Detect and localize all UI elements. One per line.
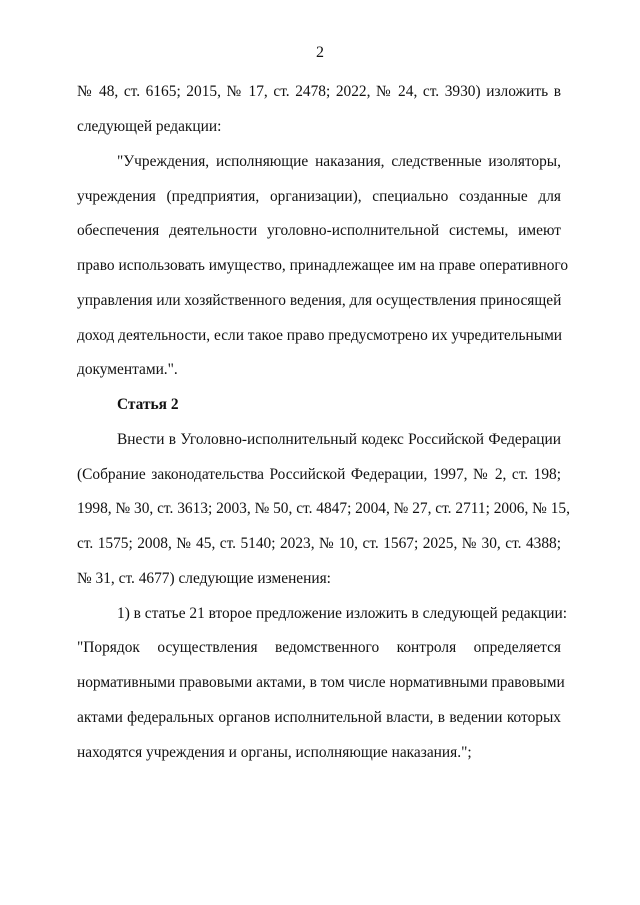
text-line: следующей редакции: (77, 118, 222, 135)
page-number: 2 (316, 44, 324, 61)
text-line: 1) в статье 21 второе предложение изложить в следующей редакции: (117, 605, 568, 622)
text-line: нормативными правовыми актами, в том числе нормативными правовыми (77, 674, 565, 691)
text-line: ст. 1575; 2008, № 45, ст. 5140; 2023, № 10, ст. 1567; 2025, № 30, ст. 4388; (77, 535, 561, 552)
text-line: доход деятельности, если такое право предусмотрено их учредительными (77, 327, 563, 344)
text-line: документами.". (77, 361, 178, 378)
text-line: актами федеральных органов исполнительной власти, в ведении которых (77, 709, 561, 726)
text-line: право использовать имущество, принадлежащее им на праве оперативного (77, 257, 569, 274)
text-line: № 31, ст. 4677) следующие изменения: (77, 570, 331, 587)
text-line: 1998, № 30, ст. 3613; 2003, № 50, ст. 4847; 2004, № 27, ст. 2711; 2006, № 15, (77, 500, 570, 517)
text-line: учреждения (предприятия, организации), специально созданные для (77, 188, 561, 205)
document-body (77, 0, 570, 905)
text-line: находятся учреждения и органы, исполняющие наказания."; (77, 744, 472, 761)
text-line: обеспечения деятельности уголовно-исполнительной системы, имеют (77, 222, 561, 239)
text-line: № 48, ст. 6165; 2015, № 17, ст. 2478; 2022, № 24, ст. 3930) изложить в (77, 83, 561, 100)
text-line: "Порядок осуществления ведомственного контроля определяется (77, 639, 561, 656)
article-heading: Статья 2 (117, 396, 179, 413)
text-line: (Собрание законодательства Российской Федерации, 1997, № 2, ст. 198; (77, 466, 561, 483)
text-line: управления или хозяйственного ведения, для осуществления приносящей (77, 292, 562, 309)
text-line: "Учреждения, исполняющие наказания, следственные изоляторы, (117, 153, 561, 170)
text-line: Внести в Уголовно-исполнительный кодекс Российской Федерации (117, 431, 561, 448)
